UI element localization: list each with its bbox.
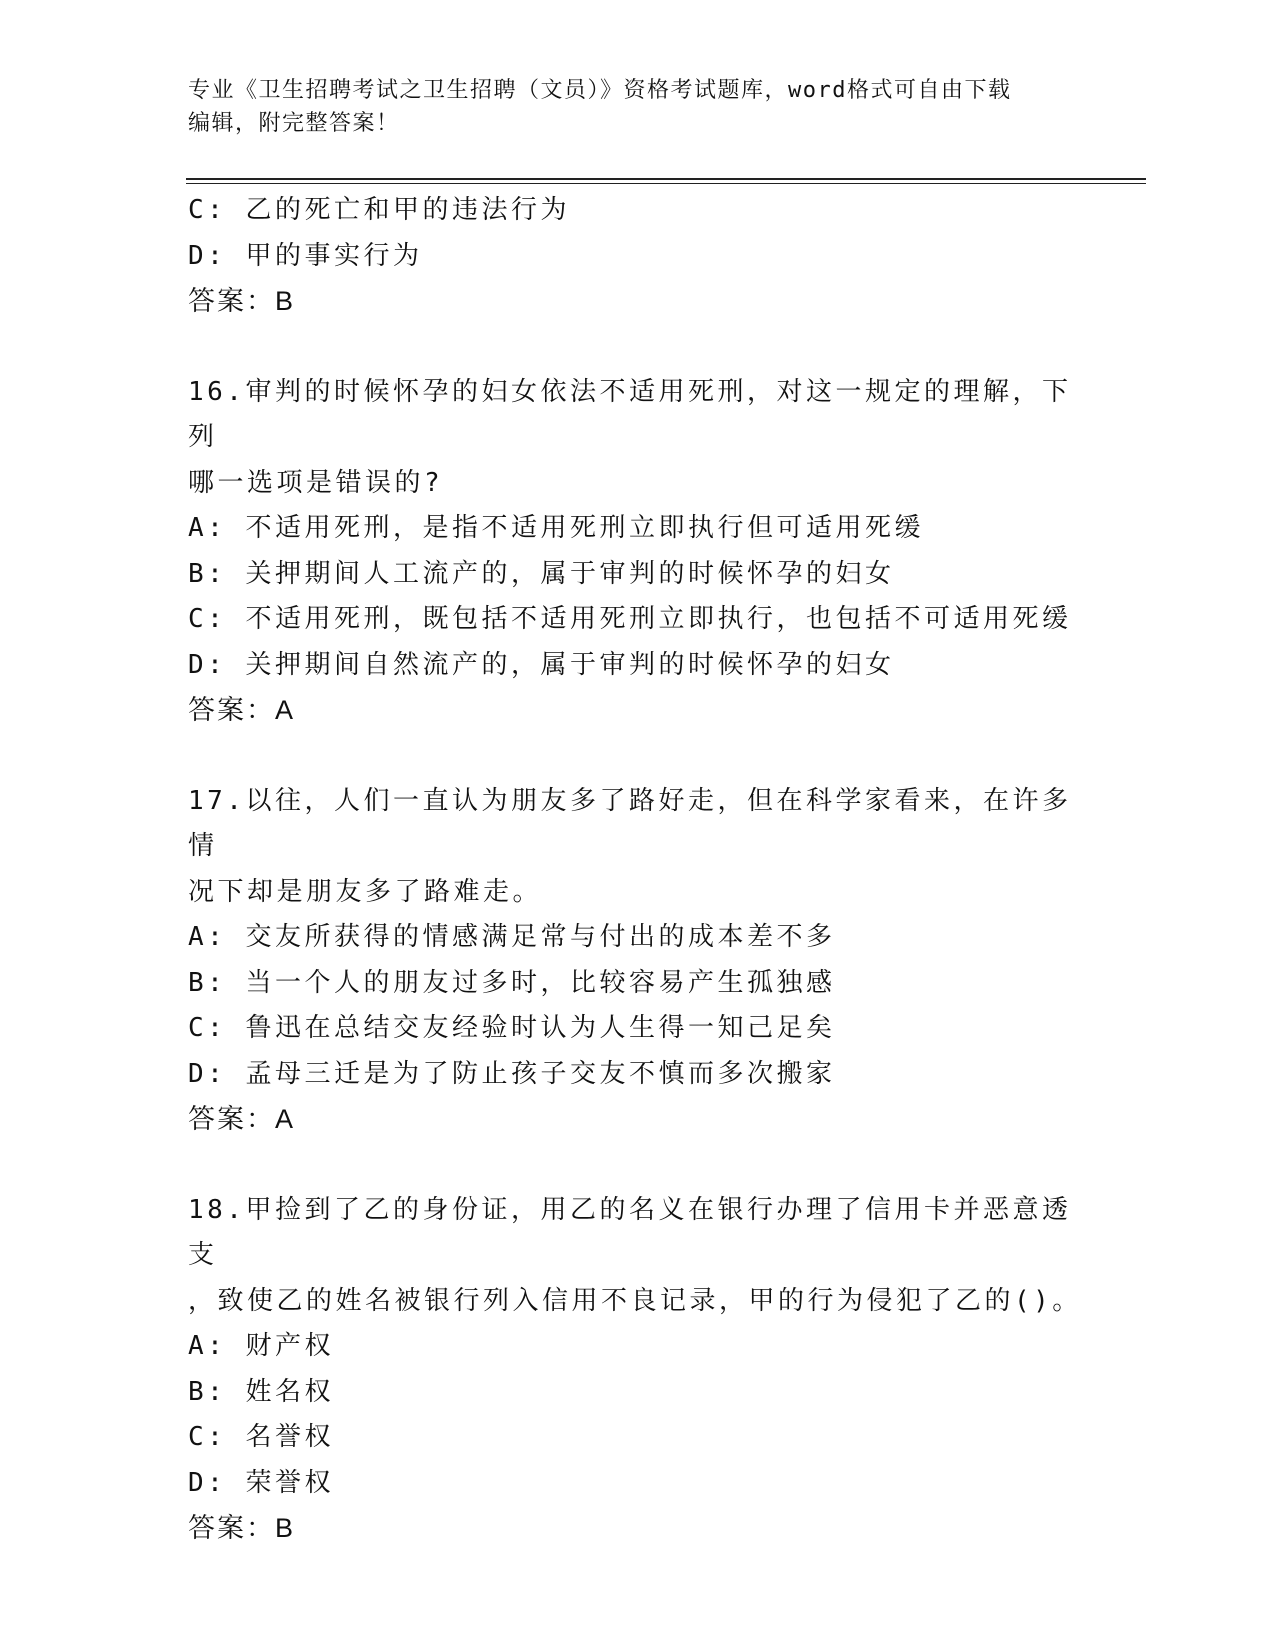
question-16 <box>188 370 1088 734</box>
option-a: A: 财产权 <box>188 1331 334 1361</box>
header-line-1: 专业《卫生招聘考试之卫生招聘（文员）》资格考试题库，word格式可自由下载 <box>188 78 1012 103</box>
document-header <box>188 74 1088 140</box>
question-18 <box>188 1188 1088 1552</box>
answer-line: 答案：B <box>188 286 296 316</box>
question-text-line: 18.甲捡到了乙的身份证，用乙的名义在银行办理了信用卡并恶意透支 <box>188 1194 1072 1270</box>
header-line-2: 编辑，附完整答案！ <box>188 111 400 136</box>
question-text-line: 16.审判的时候怀孕的妇女依法不适用死刑，对这一规定的理解，下列 <box>188 376 1072 452</box>
option-a: A: 不适用死刑，是指不适用死刑立即执行但可适用死缓 <box>188 513 924 543</box>
option-b: B: 当一个人的朋友过多时，比较容易产生孤独感 <box>188 967 836 998</box>
answer-line: 答案：A <box>188 695 296 725</box>
option-c: C: 鲁迅在总结交友经验时认为人生得一知己足矣 <box>188 1013 836 1043</box>
option-d: D: 荣誉权 <box>188 1467 334 1498</box>
header-rule-thick <box>186 178 1146 180</box>
question-text-line: 17.以往，人们一直认为朋友多了路好走，但在科学家看来，在许多情 <box>188 785 1072 861</box>
option-a: A: 交友所获得的情感满足常与付出的成本差不多 <box>188 922 836 952</box>
option-b: B: 关押期间人工流产的，属于审判的时候怀孕的妇女 <box>188 558 895 589</box>
option-d: D: 关押期间自然流产的，属于审判的时候怀孕的妇女 <box>188 649 895 680</box>
question-content <box>188 188 1088 1552</box>
answer-line: 答案：B <box>188 1513 296 1543</box>
option-d: D: 甲的事实行为 <box>188 240 423 271</box>
question-text-line: ，致使乙的姓名被银行列入信用不良记录，甲的行为侵犯了乙的()。 <box>188 1285 1082 1316</box>
option-d: D: 孟母三迁是为了防止孩子交友不慎而多次搬家 <box>188 1058 836 1089</box>
question-17 <box>188 779 1088 1143</box>
previous-question-tail <box>188 188 1088 325</box>
option-c: C: 不适用死刑，既包括不适用死刑立即执行，也包括不可适用死缓 <box>188 604 1072 634</box>
option-c: C: 名誉权 <box>188 1422 334 1452</box>
question-text-line: 况下却是朋友多了路难走。 <box>188 876 543 907</box>
answer-line: 答案：A <box>188 1104 296 1134</box>
question-text-line: 哪一选项是错误的? <box>188 467 444 498</box>
header-rule-thin <box>186 183 1146 184</box>
option-c: C: 乙的死亡和甲的违法行为 <box>188 195 570 225</box>
option-b: B: 姓名权 <box>188 1376 334 1407</box>
